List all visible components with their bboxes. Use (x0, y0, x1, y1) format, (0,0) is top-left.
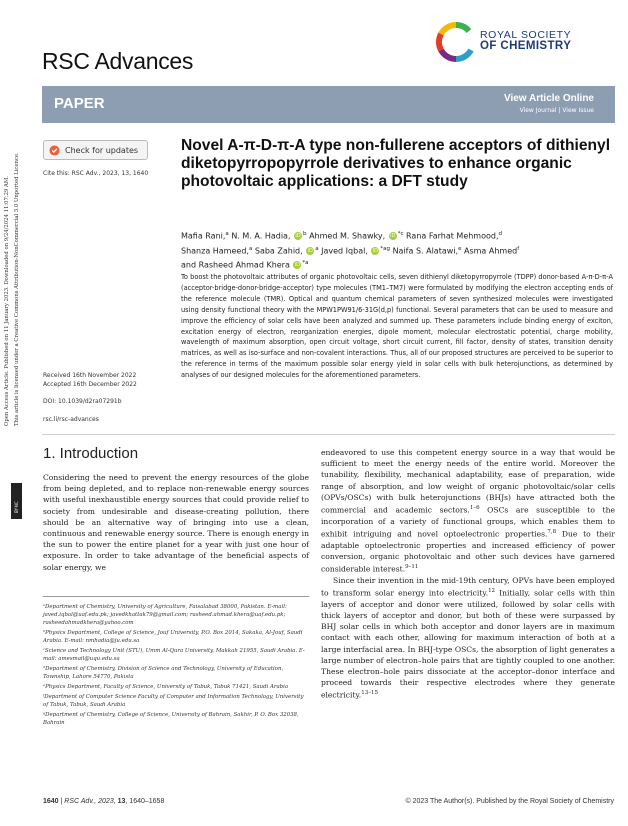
orcid-icon[interactable]: iD (372, 247, 379, 254)
footer-journal: RSC Adv., 2023, (64, 798, 118, 805)
author: Saba Zahid, (252, 246, 303, 256)
publisher-name (480, 30, 571, 52)
received-date: Received 16th November 2022 (43, 372, 137, 379)
author: Mafia Rani, (181, 231, 226, 241)
intro-text: Initially, solar cells with thin layers of acceptor and donor were utilized, followed by solar cells with thick layers of acceptor and donor, but both of these were surpassed by BHJ solar cells in which both acceptor and donor layers are in maximum contact with each other, allowing for maximum interaction of both at a large interfacial area. In BHJ-type OSCs, the absorption of light generates a large number of electron–hole pairs that are tightly coupled to one another. These electron–hole pairs dissociate at the acceptor–donor interface and proceed towards their respective electrodes where they generate electricity. (321, 588, 615, 700)
author: and Rasheed Ahmad Khera (181, 260, 290, 270)
abstract: To boost the photovoltaic attributes of organic photovoltaic cells, seven dithienyl diketopyrropyrrole (TDPP) donor-based A-π-D-π-A (acceptor-bridge-donor-bridge-acceptor) type molecules (TM1–TM7) were formulated by modifying the electron accepting ends of the reference molecule (TMR). Optical and quantum chemical parameters of seven synthesized molecules were investigated using density functional theory with the MPW1PW91/6-31G(d,p) functional. Several parameters that can be used to measure and improve the efficiency of solar cells have been analyzed and summed up. These parameters include binding energy of exciton, excitation energy of electron, reorganization energies, dipole moment, molecular electrostatic potential, charge mobility, wavelength of maximum absorption, open circuit voltage, short circuit current, fill factor, density of states, transition density matrices, as well as iso-surface and non-covalent interactions. Thus, all of our proposed structures are perceived to be superior to the reference in terms of the maximum possible solar energy yield in solar cells with bulk heterojunctions, as determined by analyses of our designed molecules for the aforementioned parameters. (181, 273, 613, 380)
publisher-line1: ROYAL SOCIETY (480, 29, 572, 41)
author-affiliation-mark: f (517, 245, 520, 252)
author-affiliation-mark: e (458, 245, 462, 252)
footer-pages: , 1640–1658 (125, 798, 165, 805)
author-affiliation-mark: a (225, 231, 229, 237)
author-list (181, 228, 613, 272)
view-article-online-link[interactable]: View Article Online (503, 93, 594, 104)
intro-column-right (321, 447, 615, 701)
reference-link[interactable]: 7,8 (547, 528, 557, 535)
article-title: Novel A-π-D-π-A type non-fullerene acceptors of dithienyl diketopyrropopyrrole derivatives to enhance organic photovoltaic applications: a DFT study (181, 137, 611, 190)
divider (42, 434, 615, 435)
author-affiliation-mark: a (248, 245, 253, 252)
sidebar-line1: Open Access Article. Published on 11 January 2023. Downloaded on 9/24/2024 11:07:29 AM. (4, 176, 10, 426)
footer-volume: 13 (117, 798, 126, 805)
check-for-updates-label: Check for updates (65, 145, 139, 155)
author-affiliation-mark: *ag (380, 245, 391, 252)
section-heading: 1. Introduction (43, 445, 139, 462)
rsc-logo-icon (436, 22, 476, 62)
author: Naifa S. Alatawi, (390, 246, 459, 256)
sidebar-line2[interactable]: This article is licensed under a Creative Commons Attribution-NonCommercial 3.0 Unported Licence. (14, 152, 20, 426)
author-affiliation-mark: b (303, 231, 307, 237)
orcid-icon[interactable]: iD (307, 247, 313, 254)
cc-badge-label: BY-NC (14, 501, 19, 513)
affiliation: ᵈDepartment of Chemistry, Division of Science and Technology, University of Education, Township, Lahore 54770, Pakista (43, 666, 284, 681)
author: Rana Farhat Mehmood, (403, 231, 499, 241)
author-affiliation-mark: *a (302, 260, 309, 267)
copyright: © 2023 The Author(s). Published by the Royal Society of Chemistry (405, 798, 614, 805)
footer-separator: | (58, 798, 65, 805)
affiliation: ᵇPhysics Department, College of Science, Jouf University, P.O. Box 2014, Sakaka, Al-Jouf, Saudi Arabia. E-mail: nmhadia@ju.edu.sa (43, 630, 303, 645)
author: Javed Iqbal, (318, 246, 368, 256)
reference-link[interactable]: 9–11 (405, 564, 419, 571)
publisher-line2: OF CHEMISTRY (480, 40, 572, 52)
article-type-banner (42, 86, 615, 123)
affiliations-divider (43, 596, 309, 597)
affiliation: ᵍDepartment of Chemistry, College of Science, University of Bahrain, Sakhir, P. O. Box 32038, Bahrain (43, 711, 299, 726)
citation: Cite this: RSC Adv., 2023, 13, 1640 (43, 170, 149, 177)
cc-licence-badge[interactable] (11, 483, 22, 519)
page-number: 1640 (43, 798, 59, 805)
author: Shanza Hameed, (181, 246, 249, 256)
reference-link[interactable]: 13–15 (361, 690, 378, 697)
page-footer-citation (43, 798, 164, 805)
intro-text: Since their invention in the mid-19th century, OPVs have been employed to transform solar energy into electricity. (321, 575, 615, 598)
author-affiliation-mark: *c (397, 231, 404, 237)
author: N. M. A. Hadia, (228, 231, 291, 241)
orcid-icon[interactable]: iD (294, 262, 301, 269)
author-affiliation-mark: a (315, 245, 319, 252)
article-type: PAPER (54, 95, 105, 112)
journal-url[interactable]: rsc.li/rsc-advances (43, 415, 99, 423)
intro-paragraph (321, 447, 615, 575)
check-updates-icon (49, 145, 60, 156)
article-meta (43, 372, 173, 424)
author: Asma Ahmed (461, 246, 518, 256)
affiliation: ᵉPhysics Department, Faculty of Science, University of Tabuk, Tabuk 71421, Saudi Arabia (43, 684, 289, 691)
intro-text: endeavored to use this competent energy source in a way that would be sufficient to meet the energy needs of the entire world. Moreover the tunability, flexibility, mechanical adaptability, ease of preparation, wide range of absorption, and low weight of organic photovoltaic/solar cells (OPVs/OSCs) with bulk heterojunctions (BHJs) have attracted both the commercial and academic sectors. (321, 448, 615, 515)
affiliation: ᶜScience and Technology Unit (STU), Umm Al-Qura University, Makkah 21955, Saudi Arabia. E-mail: amesmail@uqu.edu.sa (43, 648, 305, 663)
author-affiliation-mark: d (498, 231, 503, 237)
affiliation: ᶠDepartment of Computer Science Faculty of Computer and Information Technology, University of Tabuk, Tabuk, Saudi Arabia (43, 693, 304, 709)
intro-text: Due to their adaptable optoelectronic properties and increased efficiency of power conversion, organic photovoltaic and other such devices have garnered considerable interest. (321, 529, 615, 574)
orcid-icon[interactable]: iD (295, 233, 301, 240)
reference-link[interactable]: 12 (488, 588, 496, 595)
affiliations (43, 603, 309, 729)
journal-name: RSC Advances (42, 48, 194, 74)
view-journal-issue-links[interactable]: View Journal | View Issue (519, 107, 594, 114)
doi[interactable]: DOI: 10.1039/d2ra07291b (43, 398, 122, 405)
intro-text: OSCs are susceptible to the incorporation of a variety of functional groups, which enables them to exhibit intriguing and novel optoelectronic properties. (321, 505, 615, 539)
orcid-icon[interactable]: iD (390, 233, 396, 240)
reference-link[interactable]: 1–6 (469, 505, 480, 512)
accepted-date: Accepted 16th December 2022 (43, 380, 137, 388)
intro-paragraph-left: Considering the need to prevent the energy resources of the globe from being depleted, and to replace non-renewable energy sources with useful inexhaustible energy sources that could provide relief to society from undesirable and disease-creating pollution, there should be an alternative way of bringing into use a clean, continuous and renewable energy source. There is enough energy in the sun to power the entire planet for a year with just one hour of exposure. In order to take advantage of the beneficial aspects of solar energy, we (43, 473, 309, 572)
affiliation: ᵃDepartment of Chemistry, University of Agriculture, Faisalabad 38000, Pakistan. E-mail: javed.iqbal@uaf.edu.pk; javedkhattak79@gmail.com; rasheed.ahmad.khera@uaf.edu.pk; rasheedahmadkhera@yahoo.com (43, 604, 287, 627)
check-for-updates-button[interactable] (43, 140, 148, 160)
intro-paragraph (321, 575, 615, 701)
author: Ahmed M. Shawky, (306, 231, 386, 241)
